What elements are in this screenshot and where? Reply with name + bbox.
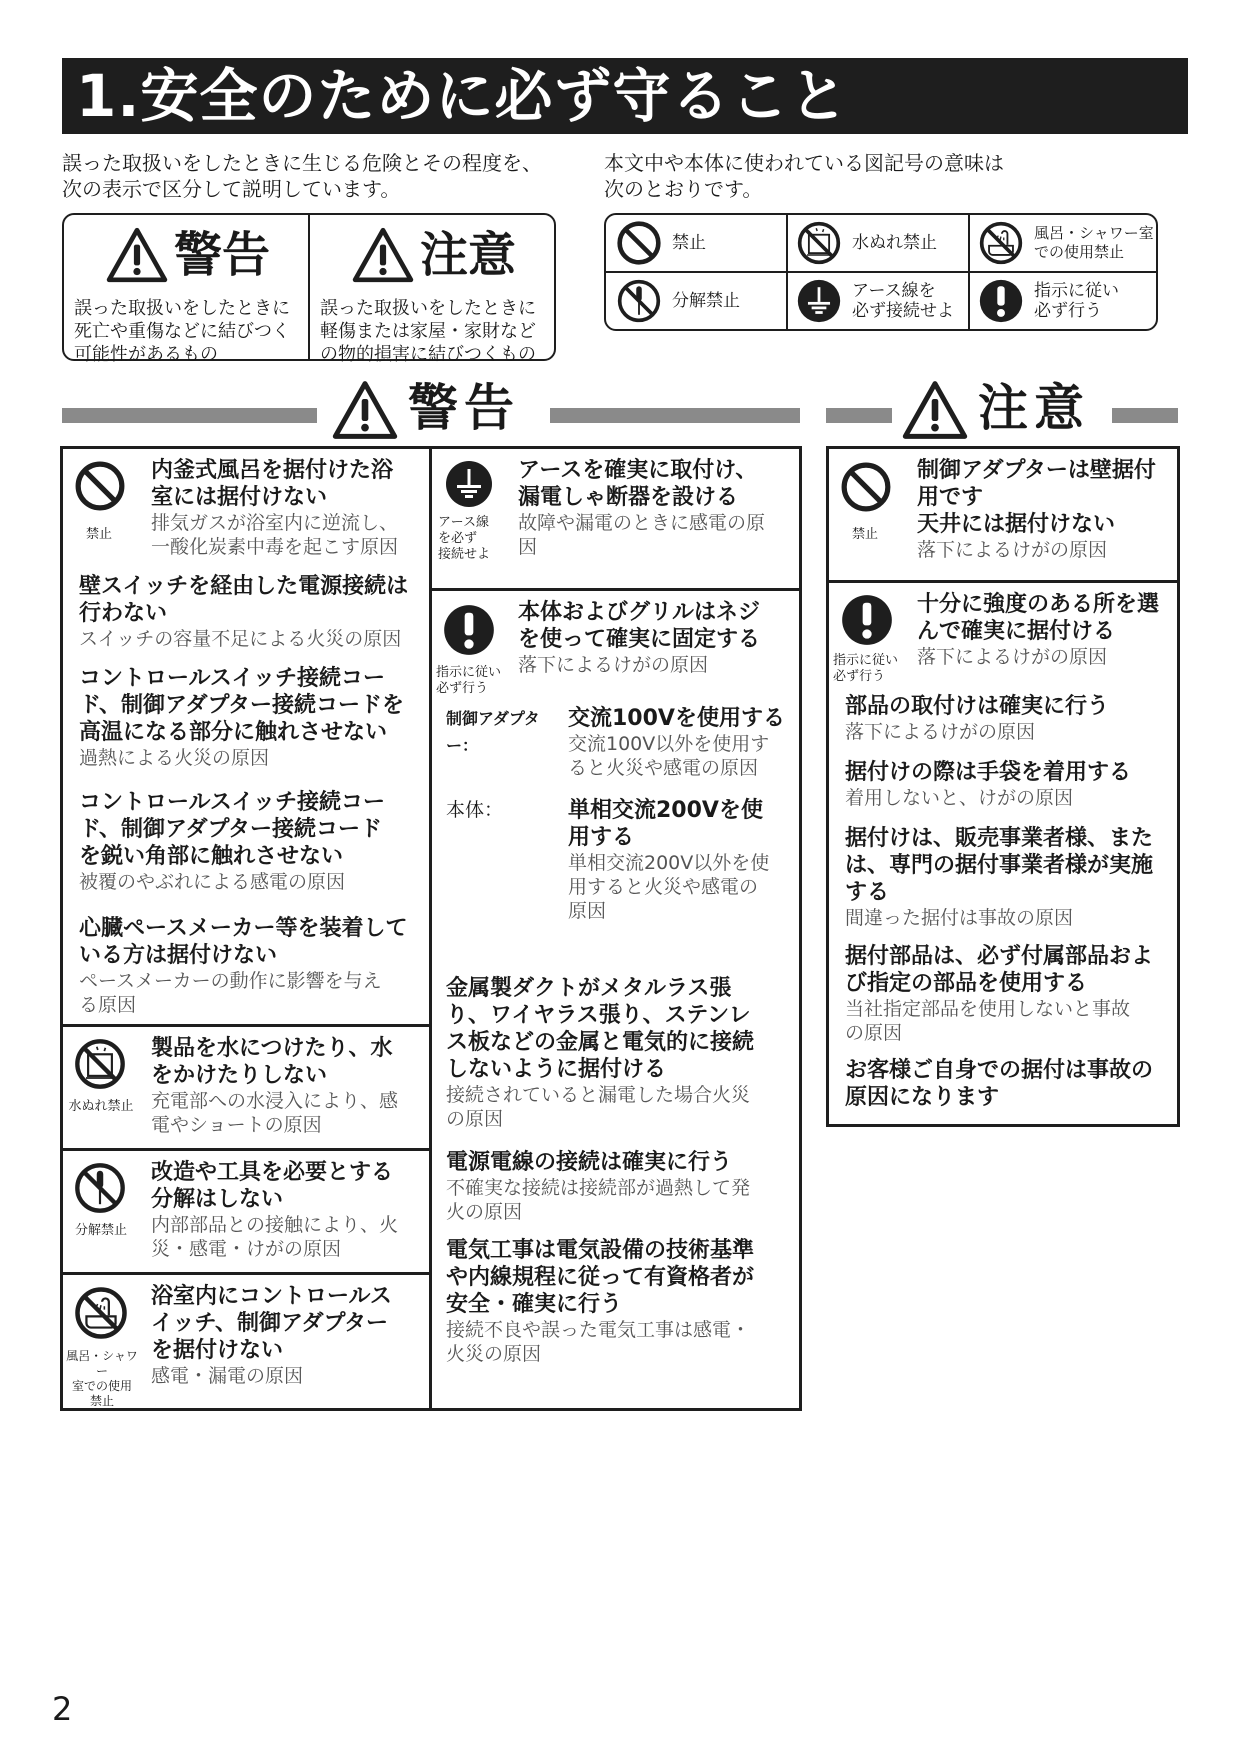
item-heading: 内釜式風呂を据付けた浴 室には据付けない — [151, 458, 394, 510]
item-reason: 内部部品との接触により、火 災・感電・けがの原因 — [151, 1214, 399, 1260]
warning-icon — [106, 227, 168, 283]
item-heading: 壁スイッチを経由した電源接続は 行わない — [79, 574, 409, 626]
no-disassembly-group — [63, 1151, 429, 1275]
page-number: 2 — [52, 1690, 73, 1728]
icon-label: 分解禁止 — [74, 1223, 127, 1238]
unit-label: 本体： — [446, 799, 504, 821]
no-water-group — [63, 1027, 429, 1151]
item-heading: 据付けは、販売事業者様、また は、専門の据付事業者様が実施 する — [845, 826, 1154, 905]
warning-desc-line: 死亡や重傷などに結びつく — [74, 321, 290, 342]
item-heading: 制御アダプターは壁据付 用です 天井には据付けない — [917, 458, 1156, 537]
warning-item — [79, 665, 427, 770]
intro-left — [62, 150, 602, 202]
no-water-icon — [796, 220, 842, 266]
item-reason: 単相交流200V以外を使 用すると火災や感電の 原因 — [568, 852, 770, 922]
no-bath-icon — [978, 220, 1024, 266]
item-reason: 落下によるけがの原因 — [917, 646, 1108, 668]
item-heading: アースを確実に取付け、 漏電しゃ断器を設ける — [518, 458, 758, 510]
intro-right — [604, 150, 1164, 202]
caution-item — [845, 943, 1175, 1045]
caution-column — [826, 446, 1180, 1127]
banner-rule — [62, 408, 317, 423]
caution-prohibition-group — [829, 449, 1177, 583]
item-reason: 被覆のやぶれによる感電の原因 — [79, 871, 346, 893]
item-reason: 過熱による火災の原因 — [79, 747, 270, 769]
legend-prohibition — [606, 215, 786, 271]
intro-right-line: 次のとおりです。 — [604, 177, 763, 201]
banner-rule — [550, 408, 800, 423]
item-heading: 本体およびグリルはネジ を使って確実に固定する — [518, 600, 761, 652]
item-reason: 不確実な接続は接続部が過熱して発 火の原因 — [446, 1177, 751, 1223]
legend-mandatory — [968, 273, 1156, 329]
legend-ground — [786, 273, 968, 329]
warning-item — [518, 599, 794, 677]
legend-label: 分解禁止 — [672, 291, 740, 311]
caution-desc-line: 誤った取扱いをしたときに — [320, 298, 536, 319]
warning-icon — [332, 380, 398, 440]
no-bath-icon — [73, 1285, 129, 1341]
icon-label: アース線 を必ず 接続せよ — [438, 515, 491, 562]
legend-label: アース線を — [852, 281, 936, 301]
intro-right-line: 本文中や本体に使われている図記号の意味は — [604, 151, 1004, 175]
no-disassembly-icon — [616, 278, 662, 324]
item-heading: 交流100Vを使用する — [568, 706, 785, 731]
unit-voltage-item — [568, 797, 796, 923]
adapter-label: 制御アダプター： — [446, 709, 540, 755]
legend-label: 指示に従い — [1034, 281, 1119, 301]
legend-no-disassembly — [606, 273, 786, 329]
warning-item — [79, 573, 427, 651]
warning-desc-line: 可能性があるもの — [74, 344, 218, 365]
legend-label: 必ず接続せよ — [852, 301, 954, 321]
intro-left-line: 次の表示で区分して説明しています。 — [62, 177, 401, 201]
caution-definition — [310, 215, 554, 365]
item-reason: 接続されていると漏電した場合火災 の原因 — [446, 1084, 751, 1130]
warning-item — [151, 457, 423, 559]
caution-item — [845, 825, 1175, 930]
mandatory-icon — [840, 593, 894, 647]
warning-item — [446, 975, 796, 1131]
warning-banner-word: 警告 — [408, 379, 520, 437]
prohibition-icon — [74, 460, 126, 512]
item-reason: 充電部への水浸入により、感 電やショートの原因 — [151, 1090, 399, 1136]
caution-item — [845, 759, 1175, 810]
signal-word-definitions — [62, 213, 556, 365]
warning-item — [446, 1149, 796, 1224]
prohibition-icon — [616, 220, 662, 266]
ground-icon — [796, 278, 842, 324]
item-reason: 落下によるけがの原因 — [518, 654, 709, 676]
legend-label: 風呂・シャワー室 — [1034, 224, 1154, 242]
icon-label: 禁止 — [85, 527, 112, 542]
icon-label: 指示に従い 必ず行う — [436, 665, 502, 696]
warning-desc-line: 誤った取扱いをしたときに — [74, 298, 290, 319]
legend-label: 水ぬれ禁止 — [852, 233, 937, 253]
item-reason: 感電・漏電の原因 — [151, 1365, 304, 1387]
item-reason: 排気ガスが浴室内に逆流し、 一酸化炭素中毒を起こす原因 — [151, 512, 399, 558]
ground-icon — [444, 459, 494, 509]
no-bath-group — [63, 1275, 429, 1408]
caution-item — [845, 1057, 1175, 1111]
no-water-icon — [73, 1037, 127, 1091]
item-heading: 心臓ペースメーカー等を装着して いる方は据付けない — [79, 916, 408, 968]
caution-mandatory-group — [829, 583, 1177, 1124]
icon-label: 指示に従い 必ず行う — [833, 653, 899, 684]
item-heading: 浴室内にコントロールス イッチ、制御アダプター を据付けない — [151, 1284, 392, 1363]
banner-rule — [826, 408, 892, 423]
item-heading: 単相交流200Vを使 用する — [568, 798, 763, 850]
warning-definition — [64, 215, 310, 365]
warning-item — [518, 457, 794, 559]
prohibition-icon — [840, 461, 892, 513]
warning-icon — [902, 380, 968, 440]
caution-banner-word: 注意 — [978, 379, 1090, 437]
item-reason: 故障や漏電のときに感電の原 因 — [518, 512, 766, 558]
intro-left-line: 誤った取扱いをしたときに生じる危険とその程度を、 — [62, 151, 542, 175]
warning-item — [446, 1237, 796, 1366]
no-disassembly-icon — [73, 1161, 127, 1215]
item-heading: コントロールスイッチ接続コー ド、制御アダプター接続コード を鋭い角部に触れさせない — [79, 790, 386, 869]
icon-label: 水ぬれ禁止 — [68, 1099, 134, 1114]
warning-item — [79, 915, 427, 1017]
page-title: 1.安全のために必ず守ること — [76, 62, 849, 130]
item-heading: 電源電線の接続は確実に行う — [446, 1150, 733, 1175]
legend-no-water — [786, 215, 968, 271]
item-heading: 据付部品は、必ず付属部品およ び指定の部品を使用する — [845, 944, 1154, 996]
legend-no-bath — [968, 215, 1156, 271]
warning-right-column — [429, 446, 802, 1411]
mandatory-icon — [442, 603, 496, 657]
item-heading: お客様ご自身での据付は事故の 原因になります — [845, 1058, 1154, 1110]
warning-icon — [352, 227, 414, 283]
item-heading: 電気工事は電気設備の技術基準 や内線規程に従って有資格者が 安全・確実に行う — [446, 1238, 755, 1317]
legend-label: 禁止 — [672, 233, 706, 253]
caution-word: 注意 — [419, 227, 516, 283]
mandatory-icon — [978, 278, 1024, 324]
item-heading: 製品を水につけたり、水 をかけたりしない — [151, 1036, 393, 1088]
legend-label: での使用禁止 — [1034, 243, 1125, 261]
prohibition-group — [63, 449, 429, 1027]
banner-rule — [1112, 408, 1178, 423]
item-heading: 部品の取付けは確実に行う — [845, 694, 1110, 719]
item-heading: 十分に強度のある所を選 んで確実に据付ける — [917, 592, 1160, 644]
item-reason: 接続不良や誤った電気工事は感電・ 火災の原因 — [446, 1319, 751, 1365]
item-reason: ペースメーカーの動作に影響を与え る原因 — [79, 970, 382, 1016]
item-reason: 間違った据付は事故の原因 — [845, 907, 1074, 929]
adapter-voltage-item — [568, 705, 796, 780]
icon-label: 禁止 — [851, 527, 878, 542]
legend-label: 必ず行う — [1034, 301, 1102, 321]
item-heading: 据付けの際は手袋を着用する — [845, 760, 1132, 785]
warning-item — [151, 1283, 423, 1388]
symbol-legend — [604, 213, 1158, 331]
mandatory-group — [432, 591, 799, 1408]
item-reason: 交流100V以外を使用す ると火災や感電の原因 — [568, 733, 770, 779]
warning-left-column — [60, 446, 432, 1411]
item-reason: 落下によるけがの原因 — [845, 721, 1036, 743]
item-heading: 改造や工具を必要とする 分解はしない — [151, 1160, 394, 1212]
item-heading: 金属製ダクトがメタルラス張 り、ワイヤラス張り、ステンレ ス板などの金属と電気的に接続 しないように据付ける — [446, 976, 755, 1082]
warning-item — [79, 789, 427, 894]
warning-word: 警告 — [173, 227, 270, 283]
item-reason: 着用しないと、けがの原因 — [845, 787, 1074, 809]
caution-item — [917, 591, 1173, 669]
caution-desc-line: の物的損害に結びつくもの — [320, 344, 536, 365]
item-reason: 当社指定部品を使用しないと事故 の原因 — [845, 998, 1131, 1044]
caution-item — [917, 457, 1173, 562]
item-reason: スイッチの容量不足による火災の原因 — [79, 628, 402, 650]
caution-desc-line: 軽傷または家屋・家財など — [320, 321, 536, 342]
caution-item — [845, 693, 1175, 744]
icon-label: 風呂・シャワー 室での使用 禁止 — [66, 1349, 138, 1408]
item-reason: 落下によるけがの原因 — [917, 539, 1108, 561]
warning-item — [151, 1035, 423, 1137]
ground-group — [432, 449, 799, 591]
item-heading: コントロールスイッチ接続コー ド、制御アダプター接続コードを 高温になる部分に触れさせない — [79, 666, 404, 745]
warning-item — [151, 1159, 423, 1261]
